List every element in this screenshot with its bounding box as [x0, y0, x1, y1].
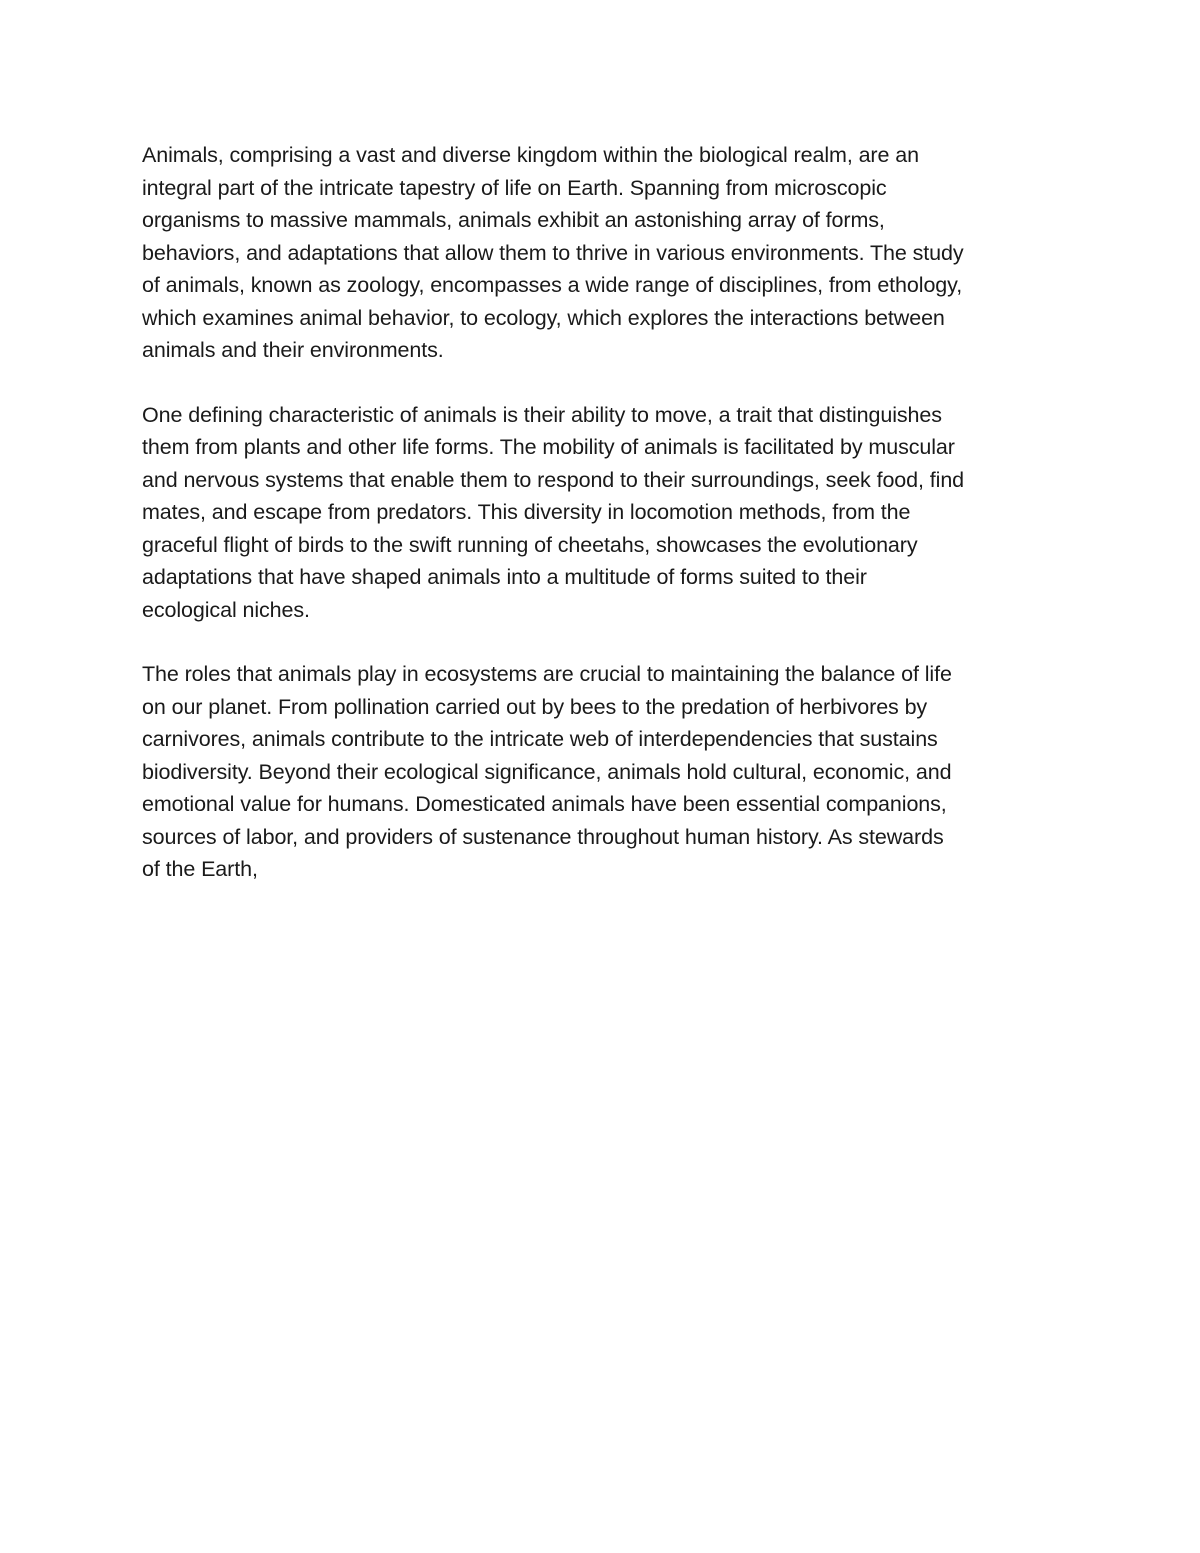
- text-line: biodiversity. Beyond their ecological significance, animals hold cultural, economic, and: [142, 759, 952, 784]
- paragraph-2: [142, 399, 1062, 627]
- text-line: The roles that animals play in ecosystems are crucial to maintaining the balance of life: [142, 662, 952, 686]
- text-line: Animals, comprising a vast and diverse kingdom within the biological realm, are an: [142, 143, 919, 167]
- text-line: integral part of the intricate tapestry of life on Earth. Spanning from microscopic: [142, 175, 887, 200]
- text-line: of the Earth,: [142, 857, 258, 881]
- text-line: carnivores, animals contribute to the intricate web of interdependencies that sustains: [142, 727, 938, 751]
- text-line: animals and their environments.: [142, 338, 444, 362]
- text-line: them from plants and other life forms. The mobility of animals is facilitated by muscular: [142, 435, 955, 459]
- text-line: of animals, known as zoology, encompasses a wide range of disciplines, from ethology,: [142, 273, 963, 297]
- document-body: [142, 139, 1062, 918]
- text-line: which examines animal behavior, to ecology, which explores the interactions between: [142, 305, 945, 330]
- text-line: on our planet. From pollination carried out by bees to the predation of herbivores by: [142, 694, 928, 719]
- text-line: sources of labor, and providers of sustenance throughout human history. As stewards: [142, 824, 944, 849]
- text-line: behaviors, and adaptations that allow them to thrive in various environments. The study: [142, 240, 964, 265]
- text-line: and nervous systems that enable them to respond to their surroundings, seek food, find: [142, 467, 965, 492]
- text-line: mates, and escape from predators. This diversity in locomotion methods, from the: [142, 500, 911, 524]
- text-line: organisms to massive mammals, animals exhibit an astonishing array of forms,: [142, 208, 885, 232]
- paragraph-3: [142, 658, 1062, 886]
- text-line: ecological niches.: [142, 597, 310, 622]
- text-line: graceful flight of birds to the swift running of cheetahs, showcases the evolutionary: [142, 532, 918, 557]
- text-line: adaptations that have shaped animals into a multitude of forms suited to their: [142, 565, 867, 589]
- text-line: One defining characteristic of animals is their ability to move, a trait that distinguishes: [142, 402, 942, 427]
- text-line: emotional value for humans. Domesticated animals have been essential companions,: [142, 792, 947, 816]
- paragraph-1: [142, 139, 1062, 367]
